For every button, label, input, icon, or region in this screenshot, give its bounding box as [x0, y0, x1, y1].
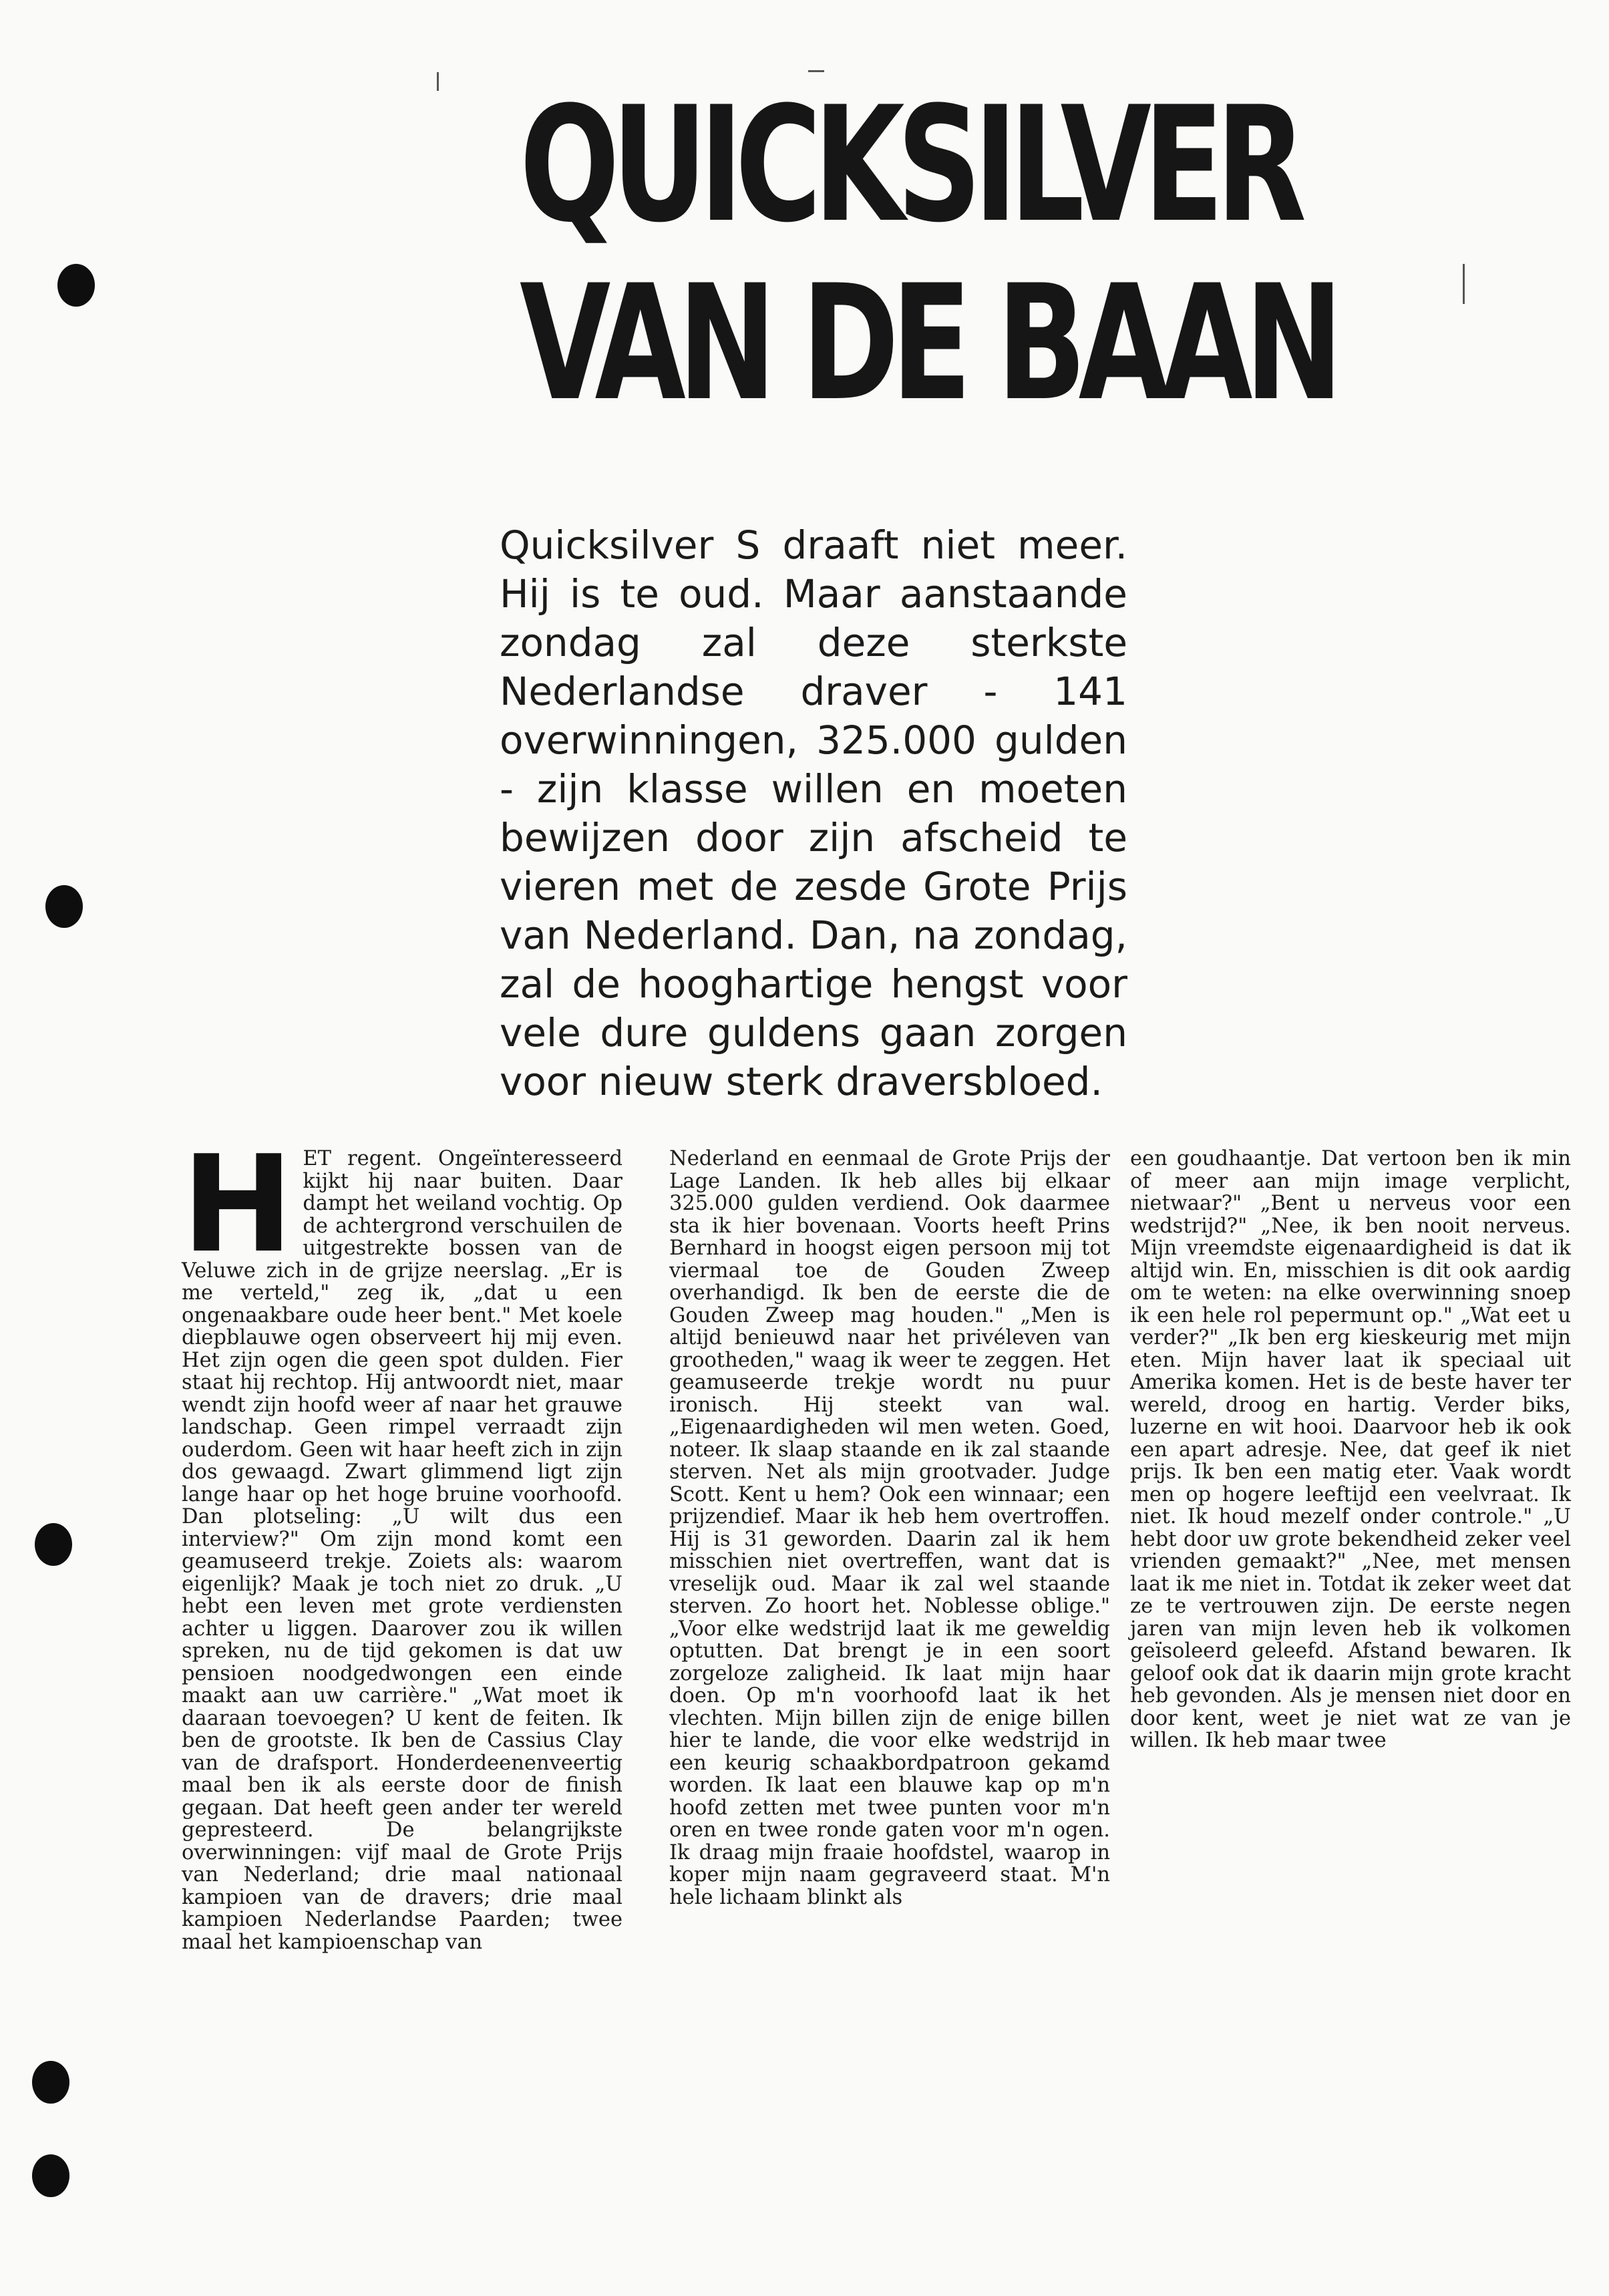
- headline-line-2: VAN DE BAAN: [520, 251, 1336, 436]
- punch-hole: [32, 2154, 69, 2197]
- punch-hole: [45, 885, 83, 928]
- column-1-text: ET regent. Ongeïnteresseerd kijkt hij naar buiten. Daar dampt het weiland vochtig. Op de achtergrond verschuilen de uitgestrekte bossen van de Veluwe zich in de grijze neerslag. „Er is me verteld," zeg ik, „dat u een ongenaakbare oude heer bent." Met koele diepblauwe ogen observeert hij mij even. Het zijn ogen die geen spot dulden. Fier staat hij rechtop. Hij antwoordt niet, maar wendt zijn hoofd weer af naar het grauwe landschap. Geen rimpel verraadt zijn ouderdom. Geen wit haar heeft zich in zijn dos gewaagd. Zwart glimmend ligt zijn lange haar op het hoge bruine voorhoofd. Dan plotseling: „U wilt dus een interview?" Om zijn mond komt een geamuseerd trekje. Zoiets als: waarom eigenlijk? Maak je toch niet zo druk. „U hebt een leven met grote verdiensten achter u liggen. Daarover zou ik willen spreken, nu de tijd gekomen is dat uw pensioen noodgedwongen een einde maakt aan uw carrière." „Wat moet ik daaraan toevoegen? U kent de feiten. Ik ben de grootste. Ik ben de Cassius Clay van de drafsport. Honderdeenenveertig maal ben ik als eerste door de finish gegaan. Dat heeft geen ander ter wereld gepresteerd. De belangrijkste overwinningen: vijf maal de Grote Prijs van Nederland; drie maal nationaal kampioen van de dravers; drie maal kampioen Nederlandse Paarden; twee maal het kampioenschap van: [182, 1147, 622, 1954]
- scan-mark: [808, 70, 824, 72]
- punch-hole: [57, 264, 95, 307]
- intro-paragraph: [500, 521, 1127, 1106]
- headline-line-1: QUICKSILVER: [520, 73, 1299, 258]
- article-column-1: [182, 1127, 622, 1954]
- article-column-2: [669, 1148, 1110, 1909]
- punch-hole: [32, 2061, 69, 2104]
- article-column-3: [1130, 1148, 1571, 1752]
- punch-hole: [35, 1523, 72, 1566]
- column-2-text: Nederland en eenmaal de Grote Prijs der Lage Landen. Ik heb alles bij elkaar 325.000 gulden verdiend. Ook daarmee sta ik hier bovenaan. Voorts heeft Prins Bernhard in hoogst eigen persoon mij tot viermaal toe de Gouden Zweep overhandigd. Ik ben de eerste die de Gouden Zweep mag houden." „Men is altijd benieuwd naar het privéleven van grootheden," waag ik weer te zeggen. Het geamuseerde trekje wordt nu puur ironisch. Hij steekt van wal. „Eigenaardigheden wil men weten. Goed, noteer. Ik slaap staande en ik zal staande sterven. Net als mijn grootvader. Judge Scott. Kent u hem? Ook een winnaar; een prijzendief. Maar ik heb hem overtroffen. Hij is 31 geworden. Daarin zal ik hem misschien niet overtreffen, want dat is vreselijk oud. Maar ik zal wel staande sterven. Zo hoort het. Noblesse oblige." „Voor elke wedstrijd laat ik me geweldig optutten. Dat brengt je in een soort zorgeloze zaligheid. Ik laat mijn haar doen. Op m'n voorhoofd laat ik het vlechten. Mijn billen zijn de enige billen hier te lande, die voor elke wedstrijd in een keurig schaakbordpatroon gekamd worden. Ik laat een blauwe kap op m'n hoofd zetten met twee punten voor m'n oren en twee ronde gaten voor m'n ogen. Ik draag mijn fraaie hoofdstel, waarop in koper mijn naam gegraveerd staat. M'n hele lichaam blinkt als: [669, 1147, 1110, 1909]
- scan-mark: [437, 72, 439, 91]
- drop-cap: H: [182, 1127, 294, 1283]
- scan-mark: [1463, 264, 1465, 304]
- column-3-text: een goudhaantje. Dat vertoon ben ik min of meer aan mijn image verplicht, nietwaar?" „Bent u nerveus voor een wedstrijd?" „Nee, ik ben nooit nerveus. Mijn vreemdste eigenaardigheid is dat ik altijd win. En, misschien is dit ook aardig om te weten: na elke overwinning snoep ik een hele rol pepermunt op." „Wat eet u verder?" „Ik ben erg kieskeurig met mijn eten. Mijn haver laat ik speciaal uit Amerika komen. Het is de beste haver ter wereld, droog en hartig. Verder biks, luzerne en wit hooi. Daarvoor heb ik ook een apart adresje. Nee, dat geef ik niet prijs. Ik ben een matig eter. Vaak wordt men op hogere leeftijd een veelvraat. Ik niet. Ik houd mezelf onder controle." „U hebt door uw grote bekendheid zeker veel vrienden gemaakt?" „Nee, met mensen laat ik me niet in. Totdat ik zeker weet dat ze te vertrouwen zijn. De eerste negen jaren van mijn leven heb ik volkomen geïsoleerd geleefd. Afstand bewaren. Ik geloof ook dat ik daarin mijn grote kracht heb gevonden. Als je mensen niet door en door kent, weet je niet wat ze van je willen. Ik heb maar twee: [1130, 1147, 1571, 1752]
- intro-text: Quicksilver S draaft niet meer. Hij is te oud. Maar aanstaande zondag zal deze sterkste Nederlandse draver - 141 overwinningen, 325.000 gulden - zijn klasse willen en moeten bewijzen door zijn afscheid te vieren met de zesde Grote Prijs van Nederland. Dan, na zondag, zal de hooghartige hengst voor vele dure guldens gaan zorgen voor nieuw sterk draversbloed.: [500, 522, 1127, 1104]
- headline: [520, 73, 1336, 436]
